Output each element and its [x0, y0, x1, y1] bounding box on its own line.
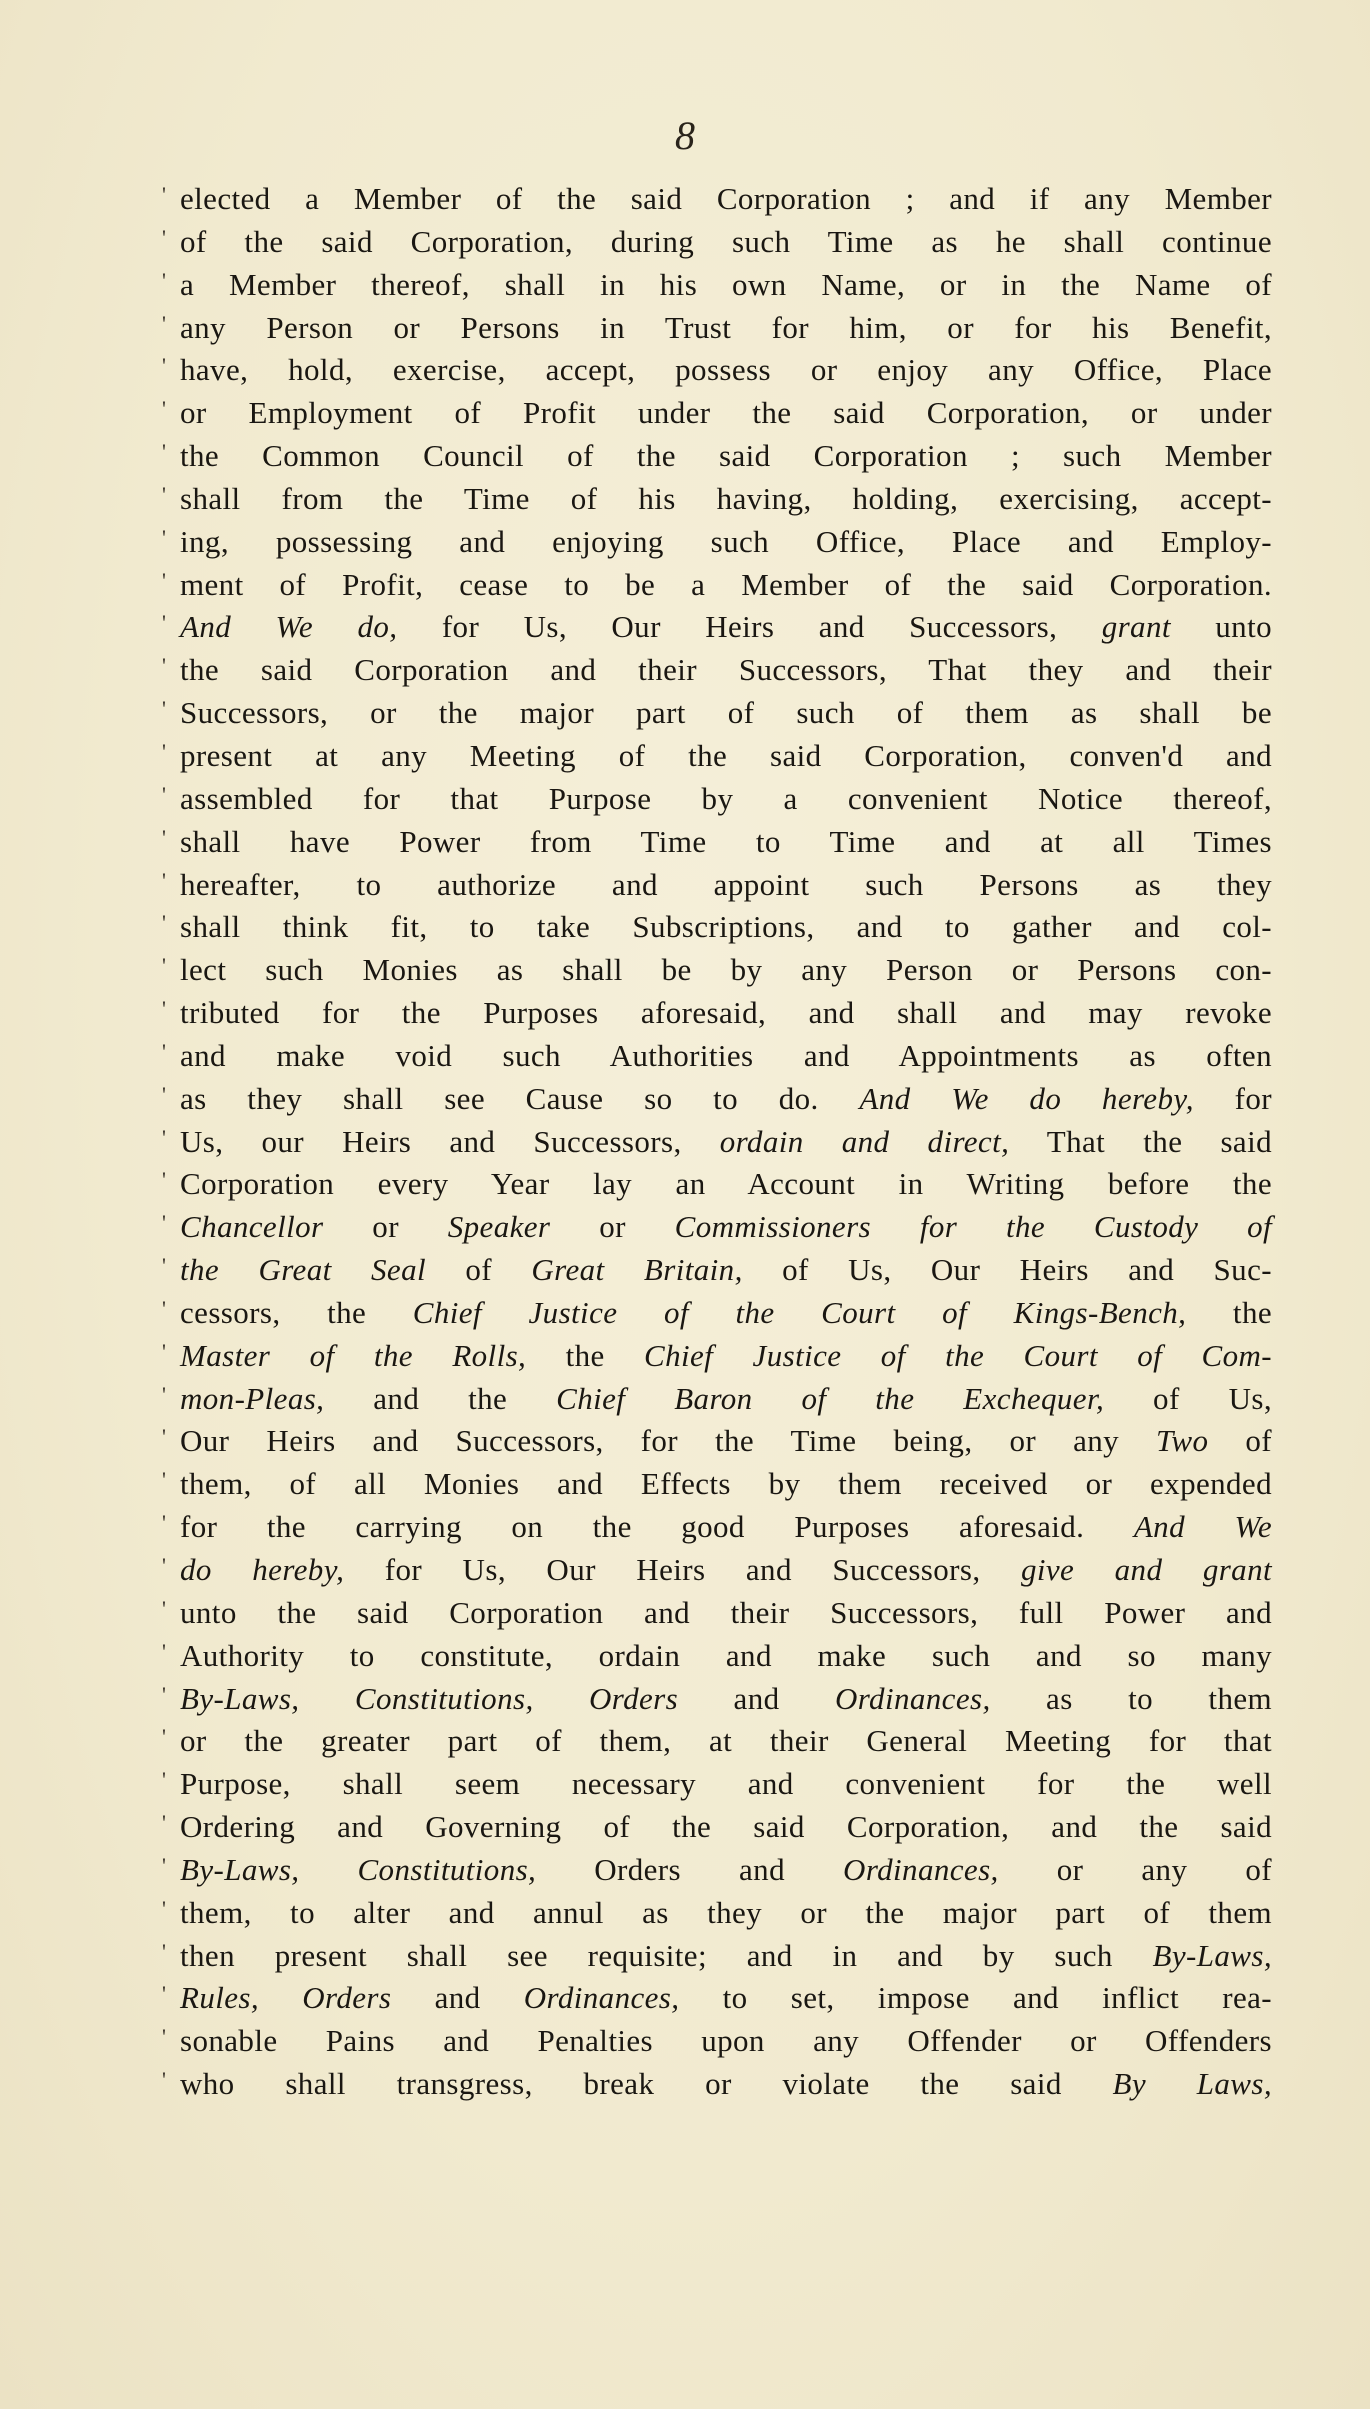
text-line	[162, 1335, 1272, 1378]
text-line	[162, 1292, 1272, 1335]
line-text	[180, 1635, 1272, 1678]
roman-text: for	[1193, 1080, 1272, 1116]
line-text	[180, 778, 1272, 821]
roman-text: and the	[324, 1380, 557, 1416]
italic-text: Chancellor	[180, 1209, 324, 1245]
roman-text: them, to alter and annul as they or the major part of them	[180, 1894, 1272, 1930]
quotation-mark: '	[162, 524, 167, 550]
quotation-mark: '	[162, 610, 167, 636]
text-line	[162, 1678, 1272, 1721]
quotation-mark: '	[162, 1081, 167, 1107]
roman-text: shall have Power from Time to Time and at all Times	[180, 823, 1272, 859]
text-line	[162, 1763, 1272, 1806]
roman-text: lect such Monies as shall be by any Person or Persons con-	[180, 952, 1272, 988]
roman-text: cessors, the	[180, 1294, 413, 1330]
line-text	[180, 649, 1272, 692]
roman-text: a Member thereof, shall in his own Name, or in the Name of	[180, 266, 1272, 302]
roman-text: then present shall see requisite; and in and by such	[180, 1937, 1153, 1973]
roman-text: or the greater part of them, at their General Meeting for that	[180, 1723, 1272, 1759]
line-text	[180, 2020, 1272, 2063]
roman-text: shall think fit, to take Subscriptions, and to gather and col-	[180, 909, 1272, 945]
roman-text: and make void such Authorities and Appointments as often	[180, 1037, 1272, 1073]
roman-text: Successors, or the major part of such of them as shall be	[180, 695, 1272, 731]
quotation-mark: '	[162, 267, 167, 293]
text-line	[162, 1463, 1272, 1506]
roman-text: unto	[1170, 609, 1272, 645]
italic-text: Ordinances,	[523, 1980, 680, 2016]
quotation-mark: '	[162, 1167, 167, 1193]
text-line	[162, 1806, 1272, 1849]
roman-text: or	[550, 1209, 675, 1245]
quotation-mark: '	[162, 1895, 167, 1921]
text-line	[162, 606, 1272, 649]
line-text	[180, 349, 1272, 392]
text-line	[162, 564, 1272, 607]
roman-text: Our Heirs and Successors, for the Time being, or any	[180, 1423, 1157, 1459]
italic-text: Chief Justice of the Court of Kings-Bench,	[412, 1294, 1187, 1330]
quotation-mark: '	[162, 1681, 167, 1707]
italic-text: Chief Justice of the Court of Com-	[644, 1337, 1272, 1373]
quotation-mark: '	[162, 182, 167, 207]
text-line	[162, 864, 1272, 907]
roman-text: Us, our Heirs and Successors,	[180, 1123, 720, 1159]
page-number: 8	[675, 113, 695, 158]
line-text	[180, 1763, 1272, 1806]
roman-text: for the carrying on the good Purposes aforesaid.	[180, 1509, 1134, 1545]
italic-text: Master of the Rolls,	[180, 1337, 527, 1373]
text-line	[162, 1935, 1272, 1978]
line-text	[180, 1035, 1272, 1078]
text-line	[162, 521, 1272, 564]
text-line	[162, 307, 1272, 350]
italic-text: And We do hereby,	[859, 1080, 1194, 1116]
text-line	[162, 692, 1272, 735]
line-text	[180, 1977, 1272, 2020]
text-line	[162, 2020, 1272, 2063]
quotation-mark: '	[162, 1553, 167, 1578]
roman-text: or	[323, 1209, 448, 1245]
quotation-mark: '	[162, 653, 167, 679]
text-line	[162, 992, 1272, 1035]
quotation-mark: '	[162, 696, 167, 722]
line-text	[180, 392, 1272, 435]
text-line	[162, 1121, 1272, 1164]
line-text	[180, 821, 1272, 864]
text-line	[162, 906, 1272, 949]
roman-text: tributed for the Purposes aforesaid, and shall and may revoke	[180, 995, 1272, 1031]
roman-text: Ordering and Governing of the said Corporation, and the said	[180, 1809, 1272, 1845]
italic-text: Chief Baron of the Exchequer,	[556, 1380, 1105, 1416]
roman-text: shall from the Time of his having, holding, exercising, accept-	[180, 480, 1272, 516]
line-text	[180, 1506, 1272, 1549]
quotation-mark: '	[162, 1210, 167, 1236]
roman-text: present at any Meeting of the said Corporation, conven'd and	[180, 737, 1272, 773]
roman-text: of	[1208, 1423, 1272, 1459]
line-text	[180, 1720, 1272, 1763]
roman-text: of the said Corporation, during such Time as he shall continue	[180, 223, 1272, 259]
line-text	[180, 992, 1272, 1035]
quotation-mark: '	[162, 1638, 167, 1664]
line-text	[180, 1420, 1272, 1463]
text-line	[162, 1506, 1272, 1549]
line-text	[180, 1935, 1272, 1978]
roman-text: or Employment of Profit under the said Corporation, or under	[180, 395, 1272, 431]
quotation-mark: '	[162, 1253, 167, 1279]
line-text	[180, 692, 1272, 735]
italic-text: ordain and direct,	[719, 1123, 1010, 1159]
body-text	[162, 178, 1272, 2106]
text-line	[162, 821, 1272, 864]
italic-text: do hereby,	[180, 1552, 345, 1587]
roman-text: the	[1186, 1294, 1272, 1330]
line-text	[180, 1249, 1272, 1292]
line-text	[180, 735, 1272, 778]
roman-text: of Us, Our Heirs and Suc-	[742, 1252, 1272, 1288]
quotation-mark: '	[162, 1810, 167, 1836]
line-text	[180, 1206, 1272, 1249]
roman-text: and	[391, 1980, 524, 2016]
line-text	[180, 606, 1272, 649]
quotation-mark: '	[162, 1424, 167, 1450]
roman-text: assembled for that Purpose by a convenient Notice thereof,	[180, 780, 1272, 816]
quotation-mark: '	[162, 1467, 167, 1493]
roman-text: the Common Council of the said Corporation ; such Member	[180, 438, 1272, 474]
line-text	[180, 521, 1272, 564]
text-line	[162, 1892, 1272, 1935]
text-line	[162, 1592, 1272, 1635]
roman-text: for Us, Our Heirs and Successors,	[397, 609, 1102, 645]
italic-text: By-Laws, Constitutions,	[180, 1851, 537, 1887]
quotation-mark: '	[162, 781, 167, 807]
quotation-mark: '	[162, 1381, 167, 1407]
text-line	[162, 649, 1272, 692]
line-text	[180, 1121, 1272, 1164]
italic-text: Rules, Orders	[180, 1980, 392, 2016]
roman-text: to set, impose and inflict rea-	[679, 1980, 1272, 2016]
italic-text: Ordinances,	[834, 1680, 991, 1716]
line-text	[180, 1163, 1272, 1206]
italic-text: Commissioners for the Custody of	[674, 1209, 1272, 1245]
italic-text: Speaker	[447, 1209, 551, 1245]
roman-text: have, hold, exercise, accept, possess or enjoy any Office, Place	[180, 352, 1272, 388]
roman-text: as they shall see Cause so to do.	[180, 1080, 860, 1116]
quotation-mark: '	[162, 867, 167, 893]
quotation-mark: '	[162, 1124, 167, 1150]
text-line	[162, 1206, 1272, 1249]
quotation-mark: '	[162, 1038, 167, 1064]
quotation-mark: '	[162, 1595, 167, 1621]
line-text	[180, 435, 1272, 478]
text-line	[162, 264, 1272, 307]
quotation-mark: '	[162, 1724, 167, 1750]
quotation-mark: '	[162, 439, 167, 465]
quotation-mark: '	[162, 824, 167, 850]
roman-text: and	[678, 1680, 835, 1716]
line-text	[180, 906, 1272, 949]
line-text	[180, 1806, 1272, 1849]
roman-text: Corporation every Year lay an Account in Writing before the	[180, 1166, 1272, 1202]
text-line	[162, 1035, 1272, 1078]
quotation-mark: '	[162, 310, 167, 336]
line-text	[180, 1335, 1272, 1378]
line-text	[180, 564, 1272, 607]
text-line	[162, 221, 1272, 264]
text-line	[162, 778, 1272, 821]
text-line	[162, 1720, 1272, 1763]
italic-text: grant	[1101, 609, 1171, 645]
line-text	[180, 478, 1272, 521]
roman-text: or any of	[998, 1851, 1272, 1887]
roman-text: of	[425, 1252, 532, 1288]
roman-text: Purpose, shall seem necessary and convenient for the well	[180, 1766, 1272, 1802]
text-line	[162, 1420, 1272, 1463]
quotation-mark: '	[162, 353, 167, 379]
text-line	[162, 1163, 1272, 1206]
roman-text: the	[526, 1337, 645, 1373]
text-line	[162, 435, 1272, 478]
line-text	[180, 1892, 1272, 1935]
italic-text: And We	[1133, 1509, 1272, 1545]
line-text	[180, 2063, 1272, 2106]
text-line	[162, 178, 1272, 221]
italic-text: the Great Seal	[180, 1252, 426, 1288]
roman-text: for Us, Our Heirs and Successors,	[344, 1552, 1021, 1587]
italic-text: By-Laws,	[1152, 1937, 1272, 1973]
italic-text: Two	[1156, 1423, 1209, 1459]
roman-text: Authority to constitute, ordain and make such and so many	[180, 1637, 1272, 1673]
roman-text: That the said	[1009, 1123, 1273, 1159]
roman-text: as to them	[990, 1680, 1273, 1716]
text-line	[162, 1078, 1272, 1121]
quotation-mark: '	[162, 1938, 167, 1964]
line-text	[180, 1292, 1272, 1335]
line-text	[180, 307, 1272, 350]
quotation-mark: '	[162, 910, 167, 936]
line-text	[180, 949, 1272, 992]
line-text	[180, 1849, 1272, 1892]
roman-text: the said Corporation and their Successors, That they and their	[180, 652, 1272, 688]
quotation-mark: '	[162, 1295, 167, 1321]
roman-text: hereafter, to authorize and appoint such Persons as they	[180, 866, 1272, 902]
text-line	[162, 1977, 1272, 2020]
line-text	[180, 1463, 1272, 1506]
roman-text: ing, possessing and enjoying such Office, Place and Employ-	[180, 523, 1272, 559]
italic-text: give and grant	[1020, 1552, 1272, 1587]
text-line	[162, 1378, 1272, 1421]
quotation-mark: '	[162, 996, 167, 1022]
quotation-mark: '	[162, 224, 167, 250]
text-line	[162, 949, 1272, 992]
quotation-mark: '	[162, 738, 167, 764]
roman-text: who shall transgress, break or violate the said	[180, 2066, 1113, 2102]
line-text	[180, 264, 1272, 307]
quotation-mark: '	[162, 1981, 167, 2007]
text-line	[162, 478, 1272, 521]
quotation-mark: '	[162, 1338, 167, 1364]
line-text	[180, 1078, 1272, 1121]
italic-text: And We do,	[180, 609, 398, 645]
roman-text: unto the said Corporation and their Successors, full Power and	[180, 1594, 1272, 1630]
text-line	[162, 1635, 1272, 1678]
italic-text: By-Laws, Constitutions, Orders	[180, 1680, 679, 1716]
quotation-mark: '	[162, 2067, 167, 2093]
text-line	[162, 1249, 1272, 1292]
italic-text: Ordinances,	[843, 1851, 999, 1887]
quotation-mark: '	[162, 953, 167, 979]
line-text	[180, 1592, 1272, 1635]
roman-text: ment of Profit, cease to be a Member of the said Corporation.	[180, 566, 1272, 602]
italic-text: Great Britain,	[531, 1252, 743, 1288]
text-line	[162, 392, 1272, 435]
quotation-mark: '	[162, 1510, 167, 1536]
roman-text: of Us,	[1104, 1380, 1272, 1416]
text-line	[162, 735, 1272, 778]
quotation-mark: '	[162, 2024, 167, 2050]
quotation-mark: '	[162, 1767, 167, 1793]
text-line	[162, 2063, 1272, 2106]
roman-text: elected a Member of the said Corporation ; and if any Member	[180, 181, 1272, 216]
roman-text: any Person or Persons in Trust for him, or for his Benefit,	[180, 309, 1272, 345]
line-text	[180, 221, 1272, 264]
quotation-mark: '	[162, 396, 167, 422]
roman-text: them, of all Monies and Effects by them received or expended	[180, 1466, 1272, 1502]
italic-text: By Laws,	[1112, 2066, 1272, 2102]
line-text	[180, 864, 1272, 907]
roman-text: sonable Pains and Penalties upon any Offender or Offenders	[180, 2023, 1272, 2059]
text-line	[162, 1849, 1272, 1892]
italic-text: mon-Pleas,	[180, 1380, 325, 1416]
line-text	[180, 1549, 1272, 1592]
line-text	[180, 1378, 1272, 1421]
quotation-mark: '	[162, 567, 167, 593]
line-text	[180, 178, 1272, 221]
quotation-mark: '	[162, 481, 167, 507]
text-line	[162, 349, 1272, 392]
line-text	[180, 1678, 1272, 1721]
quotation-mark: '	[162, 1852, 167, 1878]
roman-text: Orders and	[536, 1851, 844, 1887]
text-line	[162, 1549, 1272, 1592]
